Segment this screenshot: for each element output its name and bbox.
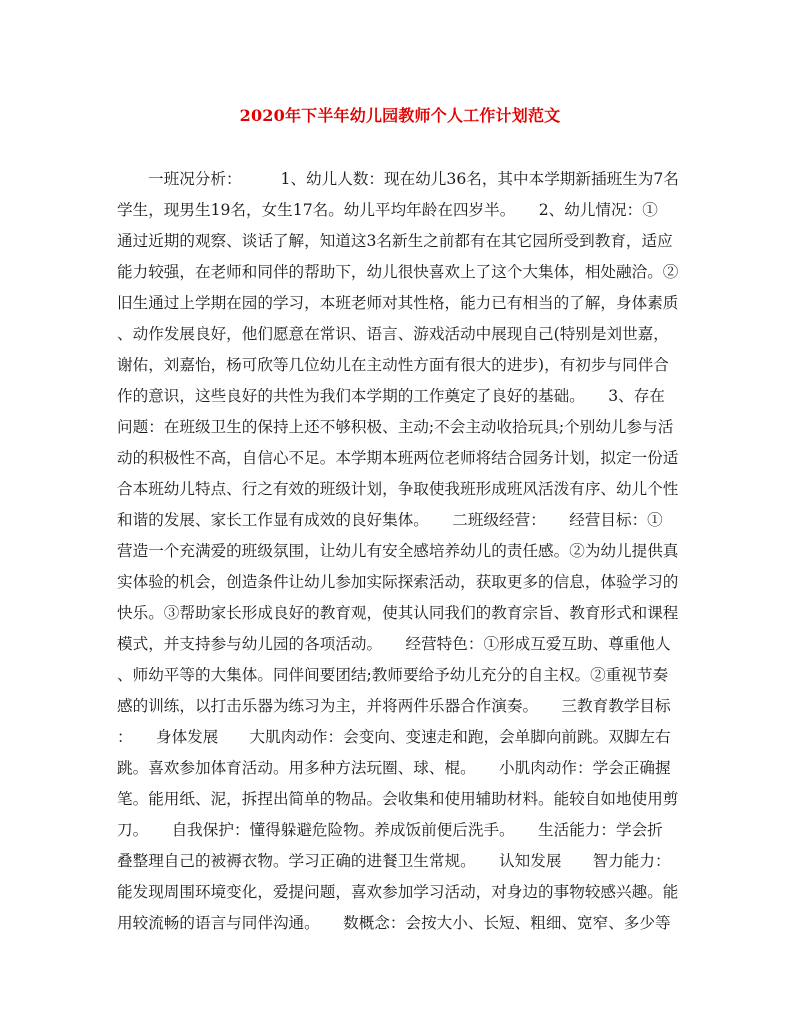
body-line: 谢佑，刘嘉怡，杨可欣等几位幼儿在主动性方面有很大的进步)，有初步与同伴合 <box>117 356 669 374</box>
body-line: 学生，现男生19名，女生17名。幼儿平均年龄在四岁半。 2、幼儿情况：① <box>117 201 658 219</box>
body-line: 用较流畅的语言与同伴沟通。 数概念：会按大小、长短、粗细、宽窄、多少等 <box>117 914 671 932</box>
body-line: 、师幼平等的大集体。同伴间要团结;教师要给予幼儿充分的自主权。②重视节奏 <box>117 666 669 684</box>
body-line: 和谐的发展、家长工作显有成效的良好集体。 二班级经营： 经营目标：① <box>117 511 663 529</box>
body-line: 笔。能用纸、泥，拆捏出简单的物品。会收集和使用辅助材料。能较自如地使用剪 <box>117 790 679 808</box>
body-line: 合本班幼儿特点、行之有效的班级计划，争取使我班形成班风活泼有序、幼儿个性 <box>117 480 679 498</box>
body-line: 作的意识，这些良好的共性为我们本学期的工作奠定了良好的基础。 3、存在 <box>117 387 665 405</box>
body-line: 模式，并支持参与幼儿园的各项活动。 经营特色：①形成互爱互助、尊重他人 <box>117 635 671 653</box>
body-line: 跳。喜欢参加体育活动。用多种方法玩圈、球、棍。 小肌肉动作：学会正确握 <box>117 759 671 777</box>
body-line: 能力较强，在老师和同伴的帮助下，幼儿很快喜欢上了这个大集体，相处融洽。② <box>117 263 679 281</box>
document-body <box>117 164 685 939</box>
body-line: 能发现周围环境变化，爱提问题，喜欢参加学习活动，对身边的事物较感兴趣。能 <box>117 883 679 901</box>
body-line: 实体验的机会，创造条件让幼儿参加实际探索活动，获取更多的信息，体验学习的 <box>117 573 679 591</box>
body-line: 动的积极性不高，自信心不足。本学期本班两位老师将结合园务计划，拟定一份适 <box>117 449 679 467</box>
body-line: 刀。 自我保护：懂得躲避危险物。养成饭前便后洗手。 生活能力：学会折 <box>117 821 663 839</box>
document-title: 2020年下半年幼儿园教师个人工作计划范文 <box>239 106 561 125</box>
body-line: 叠整理自己的被褥衣物。学习正确的进餐卫生常规。 认知发展 智力能力： <box>117 852 671 870</box>
body-line: ： 身体发展 大肌肉动作：会变向、变速走和跑，会单脚向前跳。双脚左右 <box>117 728 671 746</box>
body-line: 感的训练，以打击乐器为练习为主，并将两件乐器合作演奏。 三教育教学目标 <box>117 697 671 715</box>
body-line: 快乐。③帮助家长形成良好的教育观，使其认同我们的教育宗旨、教育形式和课程 <box>117 604 679 622</box>
body-line: 、动作发展良好，他们愿意在常识、语言、游戏活动中展现自己(特别是刘世嘉， <box>117 325 669 343</box>
body-line: 问题：在班级卫生的保持上还不够积极、主动;不会主动收拾玩具;个别幼儿参与活 <box>117 418 674 436</box>
body-line: 通过近期的观察、谈话了解，知道这3名新生之前都有在其它园所受到教育，适应 <box>117 232 673 250</box>
body-line: 一班况分析： 1、幼儿人数：现在幼儿36名，其中本学期新插班生为7名 <box>148 170 679 188</box>
body-line: 营造一个充满爱的班级氛围，让幼儿有安全感培养幼儿的责任感。②为幼儿提供真 <box>117 542 679 560</box>
body-line: 旧生通过上学期在园的学习，本班老师对其性格，能力已有相当的了解，身体素质 <box>117 294 679 312</box>
